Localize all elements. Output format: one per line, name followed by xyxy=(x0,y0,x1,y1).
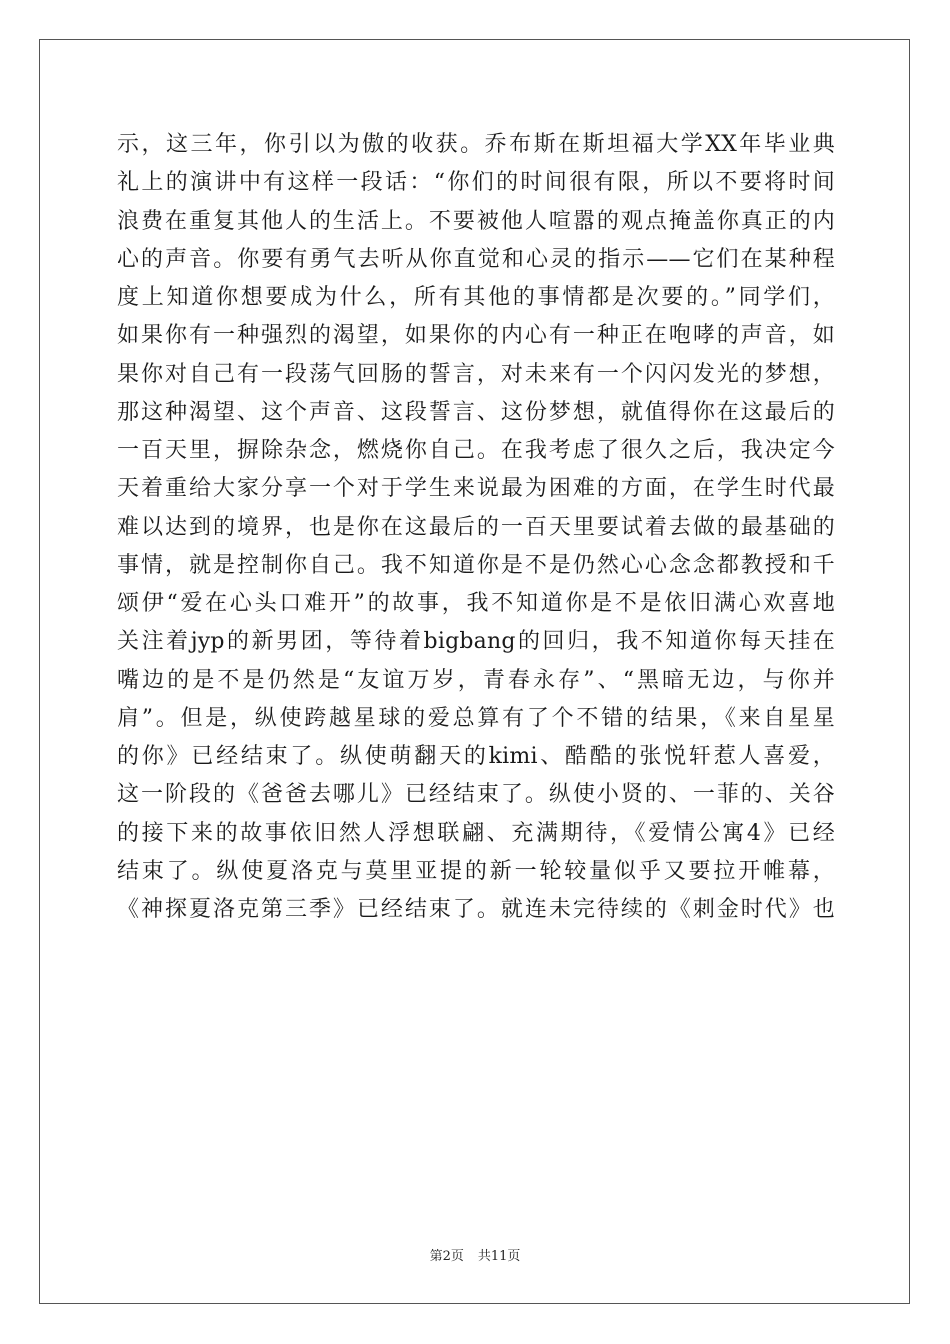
text-line: 《神探夏洛克第三季》已经结束了。就连未完待续的《刺金时代》也 xyxy=(117,897,835,922)
text-line: 的你》已经结束了。纵使萌翻天的kimi、酷酷的张悦轩惹人喜爱， xyxy=(117,744,835,769)
text-line: 度上知道你想要成为什么，所有其他的事情都是次要的。”同学们， xyxy=(117,285,835,310)
text-line: 的接下来的故事依旧然人浮想联翩、充满期待，《爱情公寓4》已经 xyxy=(117,820,835,846)
page-footer xyxy=(0,1245,950,1264)
text-line: 事情，就是控制你自己。我不知道你是不是仍然心心念念都教授和千 xyxy=(117,552,835,578)
page-number-total: 共11页 xyxy=(477,1249,521,1264)
text-line: 如果你有一种强烈的渴望，如果你的内心有一种正在咆哮的声音，如 xyxy=(117,323,835,349)
text-line: 颂伊“爱在心头口难开”的故事，我不知道你是不是依旧满心欢喜地 xyxy=(117,591,835,616)
text-line: 结束了。纵使夏洛克与莫里亚提的新一轮较量似乎又要拉开帷幕， xyxy=(117,858,835,884)
text-line: 果你对自己有一段荡气回肠的誓言，对未来有一个闪闪发光的梦想， xyxy=(117,361,835,387)
body-text xyxy=(117,126,835,929)
text-line: 天着重给大家分享一个对于学生来说最为困难的方面，在学生时代最 xyxy=(117,476,835,502)
text-line: 肩”。但是，纵使跨越星球的爱总算有了个不错的结果，《来自星星 xyxy=(117,705,835,731)
text-line: 关注着jyp的新男团，等待着bigbang的回归，我不知道你每天挂在 xyxy=(117,629,835,655)
page-number-current: 第2页 xyxy=(429,1249,464,1264)
text-line: 示，这三年，你引以为傲的收获。乔布斯在斯坦福大学XX年毕业典 xyxy=(117,132,835,157)
text-line: 礼上的演讲中有这样一段话：“你们的时间很有限，所以不要将时间 xyxy=(117,170,835,196)
text-line: 心的声音。你要有勇气去听从你直觉和心灵的指示——它们在某种程 xyxy=(117,246,835,272)
text-line: 一百天里，摒除杂念，燃烧你自己。在我考虑了很久之后，我决定今 xyxy=(117,438,835,463)
text-line: 那这种渴望、这个声音、这段誓言、这份梦想，就值得你在这最后的 xyxy=(117,399,835,425)
text-line: 这一阶段的《爸爸去哪儿》已经结束了。纵使小贤的、一菲的、关谷 xyxy=(117,782,835,808)
text-line: 嘴边的是不是仍然是“友谊万岁，青春永存”、“黑暗无边，与你并 xyxy=(117,667,835,693)
text-line: 难以达到的境界，也是你在这最后的一百天里要试着去做的最基础的 xyxy=(117,514,835,540)
text-line: 浪费在重复其他人的生活上。不要被他人喧嚣的观点掩盖你真正的内 xyxy=(117,208,835,234)
